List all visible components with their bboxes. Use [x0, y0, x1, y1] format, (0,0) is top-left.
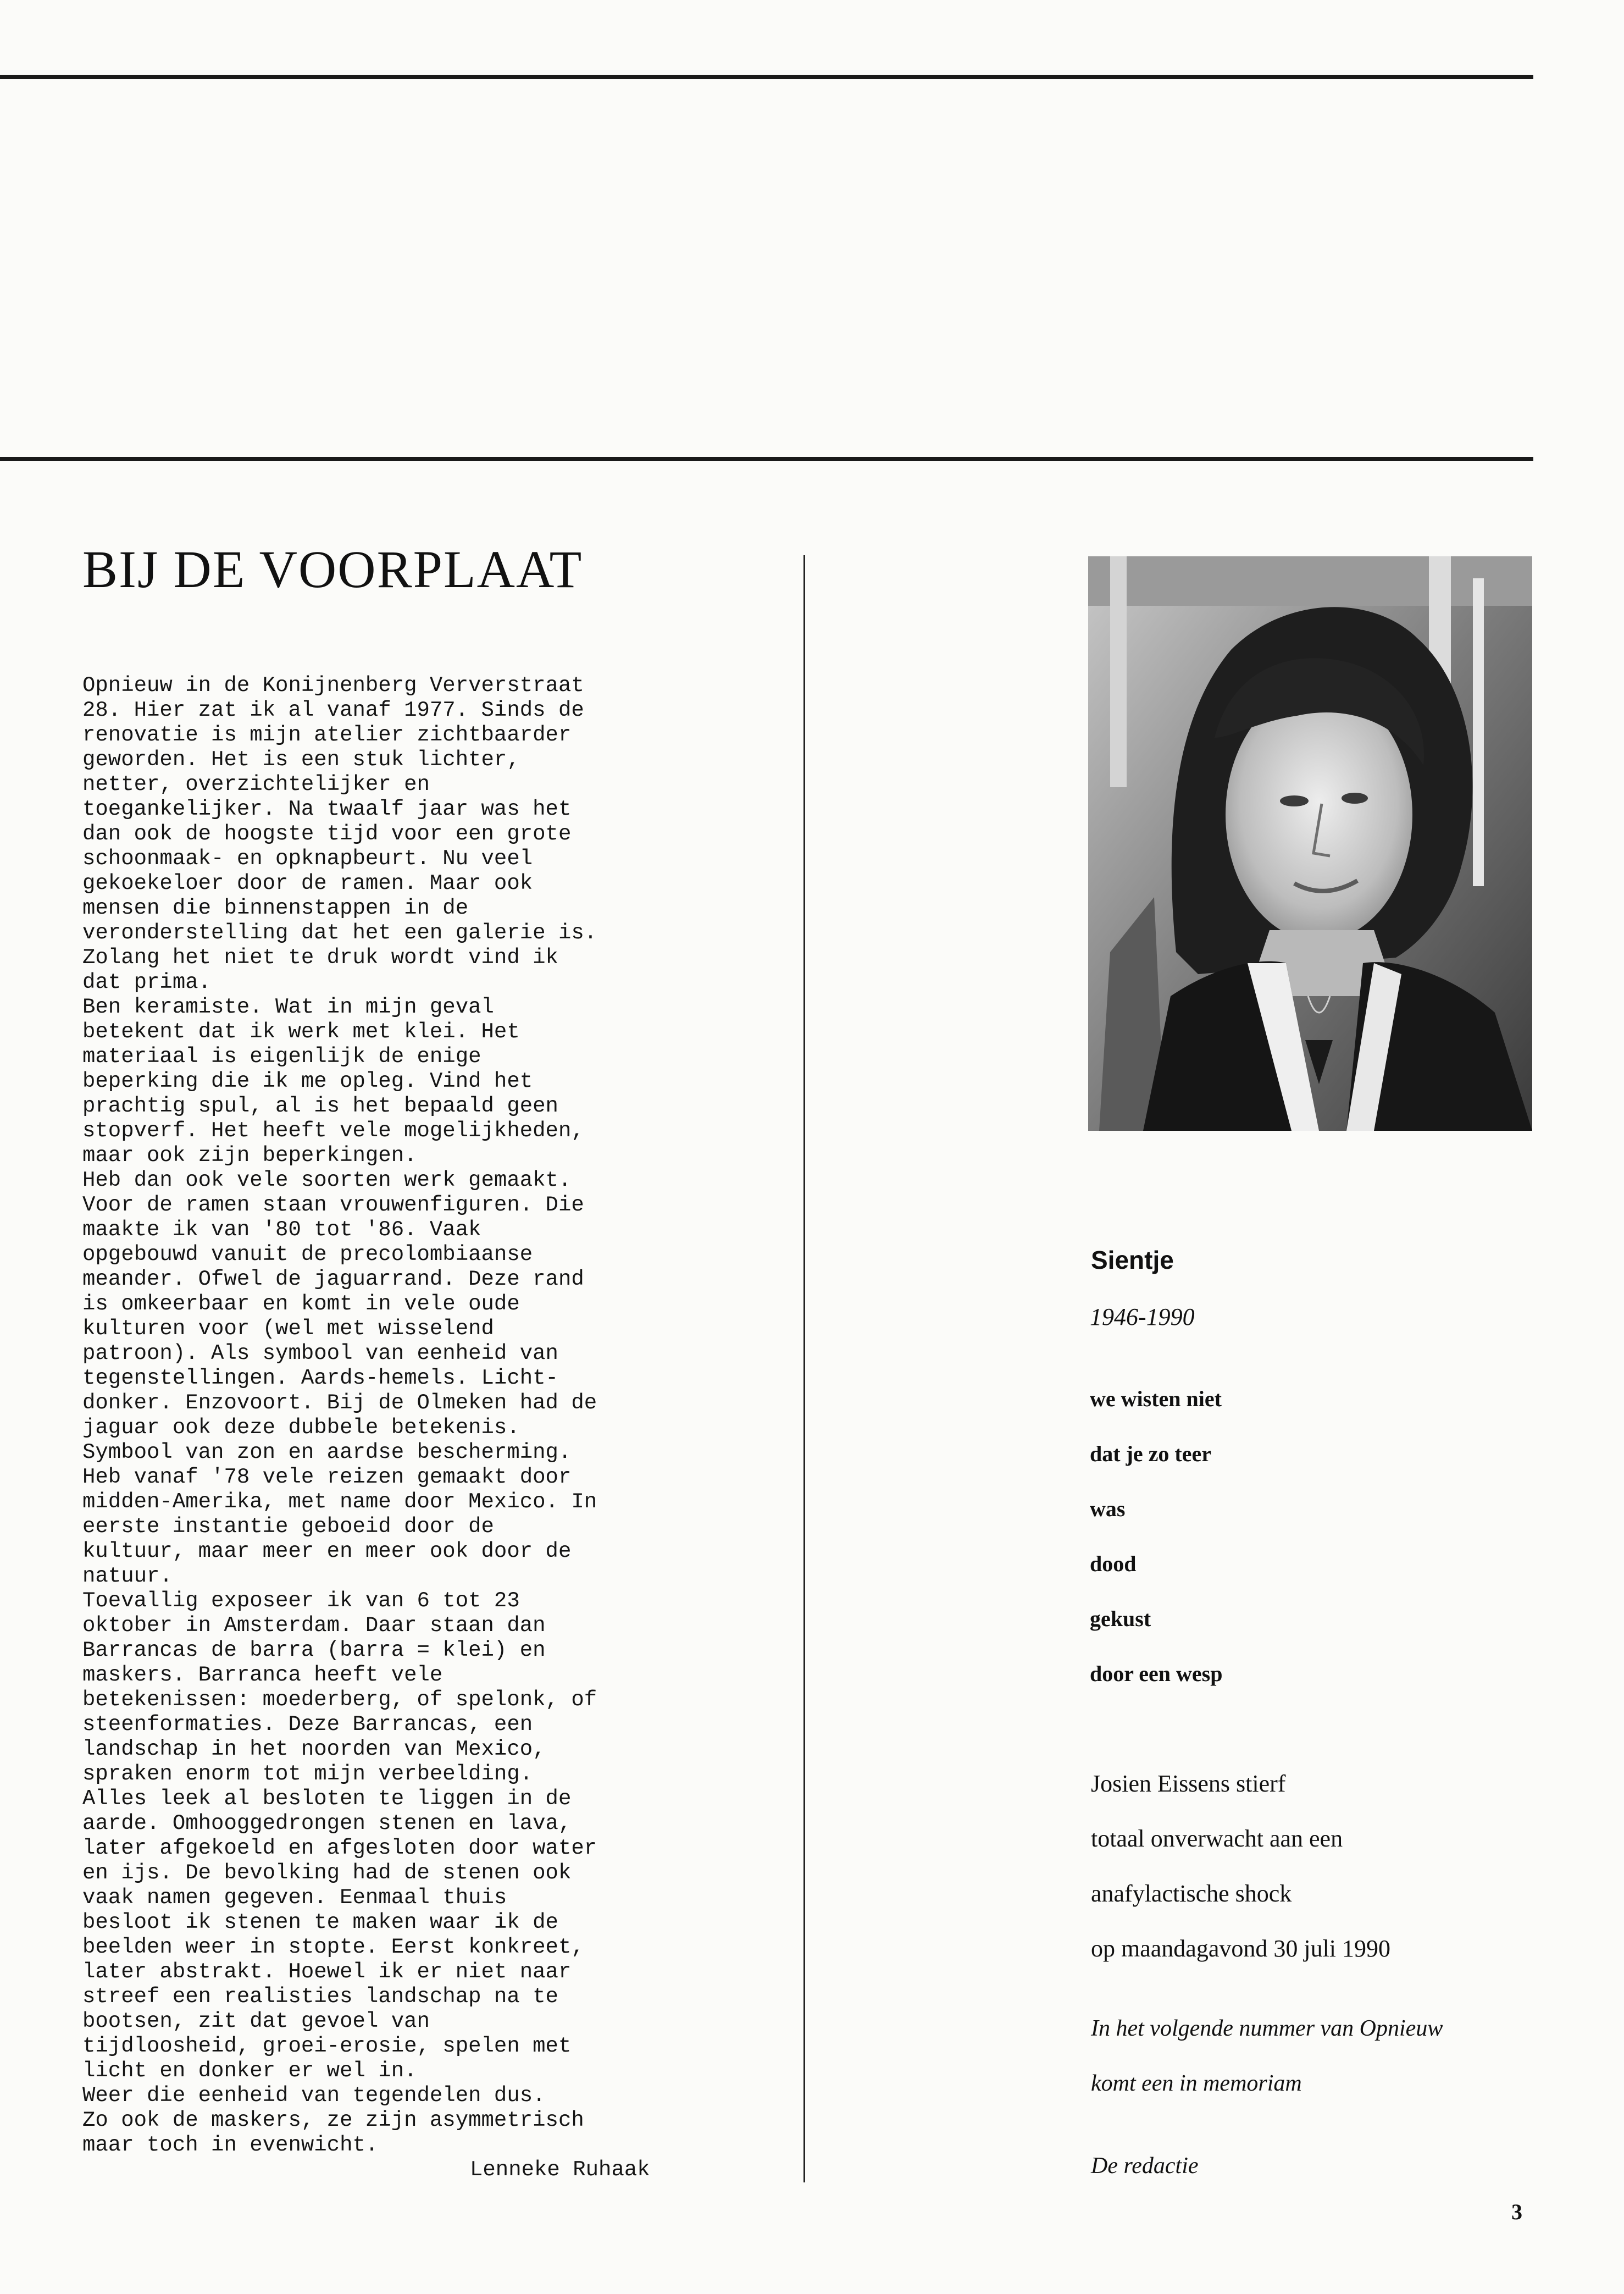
- article-line: donker. Enzovoort. Bij de Olmeken had de: [82, 1391, 597, 1415]
- poem-line: gekust: [1090, 1606, 1151, 1631]
- article-line: mensen die binnenstappen in de: [82, 896, 469, 920]
- article-line: bootsen, zit dat gevoel van: [82, 2009, 430, 2033]
- article-title: BIJ DE VOORPLAAT: [82, 540, 583, 599]
- top-rule: [0, 75, 1533, 79]
- article-line: Heb vanaf '78 vele reizen gemaakt door: [82, 1465, 572, 1489]
- article-line: netter, overzichtelijker en: [82, 772, 430, 797]
- notice-line: op maandagavond 30 juli 1990: [1091, 1935, 1391, 1962]
- article-line: opgebouwd vanuit de precolombiaanse: [82, 1242, 533, 1267]
- article-line: Zo ook de maskers, ze zijn asymmetrisch: [82, 2108, 584, 2132]
- article-line: Voor de ramen staan vrouwenfiguren. Die: [82, 1193, 584, 1217]
- article-line: vaak namen gegeven. Eenmaal thuis: [82, 1886, 507, 1910]
- article-line: prachtig spul, al is het bepaald geen: [82, 1094, 558, 1118]
- article-body: [82, 673, 698, 2158]
- article-line: toegankelijker. Na twaalf jaar was het: [82, 797, 572, 821]
- column-divider: [803, 555, 805, 2182]
- article-line: maar toch in evenwicht.: [82, 2133, 379, 2157]
- article-line: maakte ik van '80 tot '86. Vaak: [82, 1218, 481, 1242]
- article-line: aarde. Omhooggedrongen stenen en lava,: [82, 1811, 572, 1836]
- article-line: kultuur, maar meer en meer ook door de: [82, 1539, 572, 1563]
- article-line: geworden. Het is een stuk lichter,: [82, 748, 520, 772]
- article-line: maar ook zijn beperkingen.: [82, 1143, 417, 1168]
- article-line: eerste instantie geboeid door de: [82, 1514, 494, 1539]
- poem-line: dat je zo teer: [1090, 1441, 1211, 1466]
- article-line: maskers. Barranca heeft vele: [82, 1663, 443, 1687]
- editorial-footnote: [1091, 2012, 1443, 2204]
- article-line: streef een realisties landschap na te: [82, 1985, 558, 2009]
- article-line: 28. Hier zat ik al vanaf 1977. Sinds de: [82, 698, 584, 722]
- poem-line: was: [1090, 1496, 1126, 1521]
- article-line: dat prima.: [82, 970, 212, 994]
- article-line: beelden weer in stopte. Eerst konkreet,: [82, 1935, 584, 1959]
- notice-line: anafylactische shock: [1091, 1880, 1292, 1907]
- article-line: licht en donker er wel in.: [82, 2059, 417, 2083]
- article-line: patroon). Als symbool van eenheid van: [82, 1341, 558, 1366]
- header-bottom-rule: [0, 457, 1533, 461]
- portrait-photo: [1088, 556, 1532, 1131]
- article-line: Weer die eenheid van tegendelen dus.: [82, 2083, 546, 2108]
- article-line: meander. Ofwel de jaguarrand. Deze rand: [82, 1267, 584, 1291]
- article-line: stopverf. Het heeft vele mogelijkheden,: [82, 1119, 584, 1143]
- page-number: 3: [1511, 2199, 1522, 2224]
- article-line: jaguar ook deze dubbele betekenis.: [82, 1416, 520, 1440]
- article-line: oktober in Amsterdam. Daar staan dan: [82, 1613, 546, 1638]
- memorial-notice: [1091, 1767, 1390, 1987]
- article-line: en ijs. De bevolking had de stenen ook: [82, 1861, 572, 1885]
- article-line: natuur.: [82, 1564, 173, 1588]
- article-line: tegenstellingen. Aards-hemels. Licht-: [82, 1366, 558, 1390]
- article-line: gekoekeloer door de ramen. Maar ook: [82, 871, 533, 896]
- memorial-years: 1946-1990: [1090, 1303, 1195, 1330]
- article-line: Ben keramiste. Wat in mijn geval: [82, 995, 494, 1019]
- article-line: Heb dan ook vele soorten werk gemaakt.: [82, 1168, 572, 1192]
- article-line: betekenissen: moederberg, of spelonk, of: [82, 1688, 597, 1712]
- article-line: spraken enorm tot mijn verbeelding.: [82, 1762, 533, 1786]
- article-line: midden-Amerika, met name door Mexico. In: [82, 1490, 597, 1514]
- article-line: Zolang het niet te druk wordt vind ik: [82, 946, 558, 970]
- article-line: is omkeerbaar en komt in vele oude: [82, 1292, 520, 1316]
- article-line: steenformaties. Deze Barrancas, een: [82, 1712, 533, 1737]
- poem-line: door een wesp: [1090, 1661, 1223, 1686]
- article-line: kulturen voor (wel met wisselend: [82, 1317, 494, 1341]
- article-line: later afgekoeld en afgesloten door water: [82, 1836, 597, 1860]
- article-line: landschap in het noorden van Mexico,: [82, 1737, 546, 1761]
- article-line: tijdloosheid, groei-erosie, spelen met: [82, 2034, 572, 2058]
- notice-line: Josien Eissens stierf: [1091, 1770, 1286, 1797]
- article-line: schoonmaak- en opknapbeurt. Nu veel: [82, 847, 533, 871]
- article-signature: Lenneke Ruhaak: [470, 2158, 650, 2182]
- article-line: Opnieuw in de Konijnenberg Ververstraat: [82, 673, 584, 698]
- article-line: Alles leek al besloten te liggen in de: [82, 1787, 572, 1811]
- memorial-poem: [1090, 1385, 1222, 1715]
- footnote-line: komt een in memoriam: [1091, 2071, 1302, 2096]
- poem-line: dood: [1090, 1551, 1137, 1576]
- article-line: later abstrakt. Hoewel ik er niet naar: [82, 1960, 572, 1984]
- poem-line: we wisten niet: [1090, 1386, 1222, 1411]
- article-line: betekent dat ik werk met klei. Het: [82, 1020, 520, 1044]
- article-line: Barrancas de barra (barra = klei) en: [82, 1638, 546, 1662]
- footnote-signature: De redactie: [1091, 2153, 1199, 2179]
- notice-line: totaal onverwacht aan een: [1091, 1825, 1343, 1852]
- article-line: beperking die ik me opleg. Vind het: [82, 1069, 533, 1093]
- article-line: renovatie is mijn atelier zichtbaarder: [82, 723, 572, 747]
- memorial-name: Sientje: [1091, 1246, 1174, 1274]
- article-line: Symbool van zon en aardse bescherming.: [82, 1440, 572, 1464]
- article-line: besloot ik stenen te maken waar ik de: [82, 1910, 558, 1934]
- article-line: materiaal is eigenlijk de enige: [82, 1044, 481, 1069]
- article-line: Toevallig exposeer ik van 6 tot 23: [82, 1589, 520, 1613]
- footnote-line: In het volgende nummer van Opnieuw: [1091, 2016, 1443, 2041]
- article-line: dan ook de hoogste tijd voor een grote: [82, 822, 572, 846]
- article-line: veronderstelling dat het een galerie is.: [82, 921, 597, 945]
